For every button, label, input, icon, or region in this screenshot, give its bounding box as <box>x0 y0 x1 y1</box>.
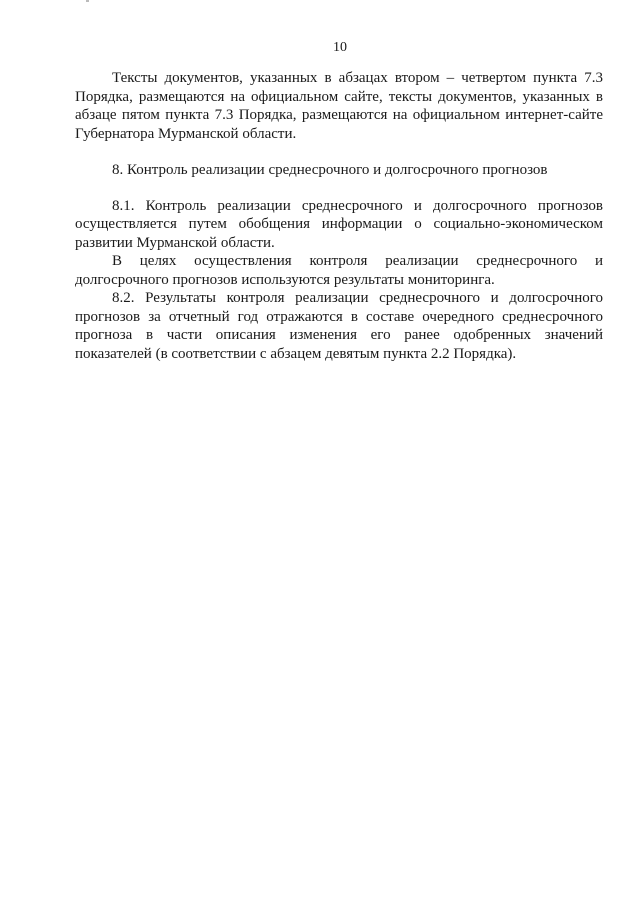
section-heading-8: 8. Контроль реализации среднесрочного и долгосрочного прогнозов <box>112 162 548 178</box>
paragraph-8-1-monitoring: В целях осуществления контроля реализации среднесрочного и долгосрочного прогнозов используются результаты мониторинга. <box>75 253 603 288</box>
paragraph-8-2: 8.2. Результаты контроля реализации среднесрочного и долгосрочного прогнозов за отчетный год отражаются в составе очередного среднесрочного прогноза в части описания изменения его ранее одобренных значений показателей (в соответствии с абзацем девятым пункта 2.2 Порядка). <box>75 290 603 362</box>
scan-artifact <box>86 0 89 2</box>
paragraph-documents-publication: Тексты документов, указанных в абзацах втором – четвертом пункта 7.3 Порядка, размещаются на официальном сайте, тексты документов, указанных в абзаце пятом пункта 7.3 Порядка, размещаются на официальном интернет-сайте Губернатора Мурманской области. <box>75 70 603 142</box>
page-number: 10 <box>333 40 347 55</box>
paragraph-8-1: 8.1. Контроль реализации среднесрочного и долгосрочного прогнозов осуществляется путем обобщения информации о социально-экономическом развитии Мурманской области. <box>75 197 603 251</box>
document-body <box>75 69 603 363</box>
